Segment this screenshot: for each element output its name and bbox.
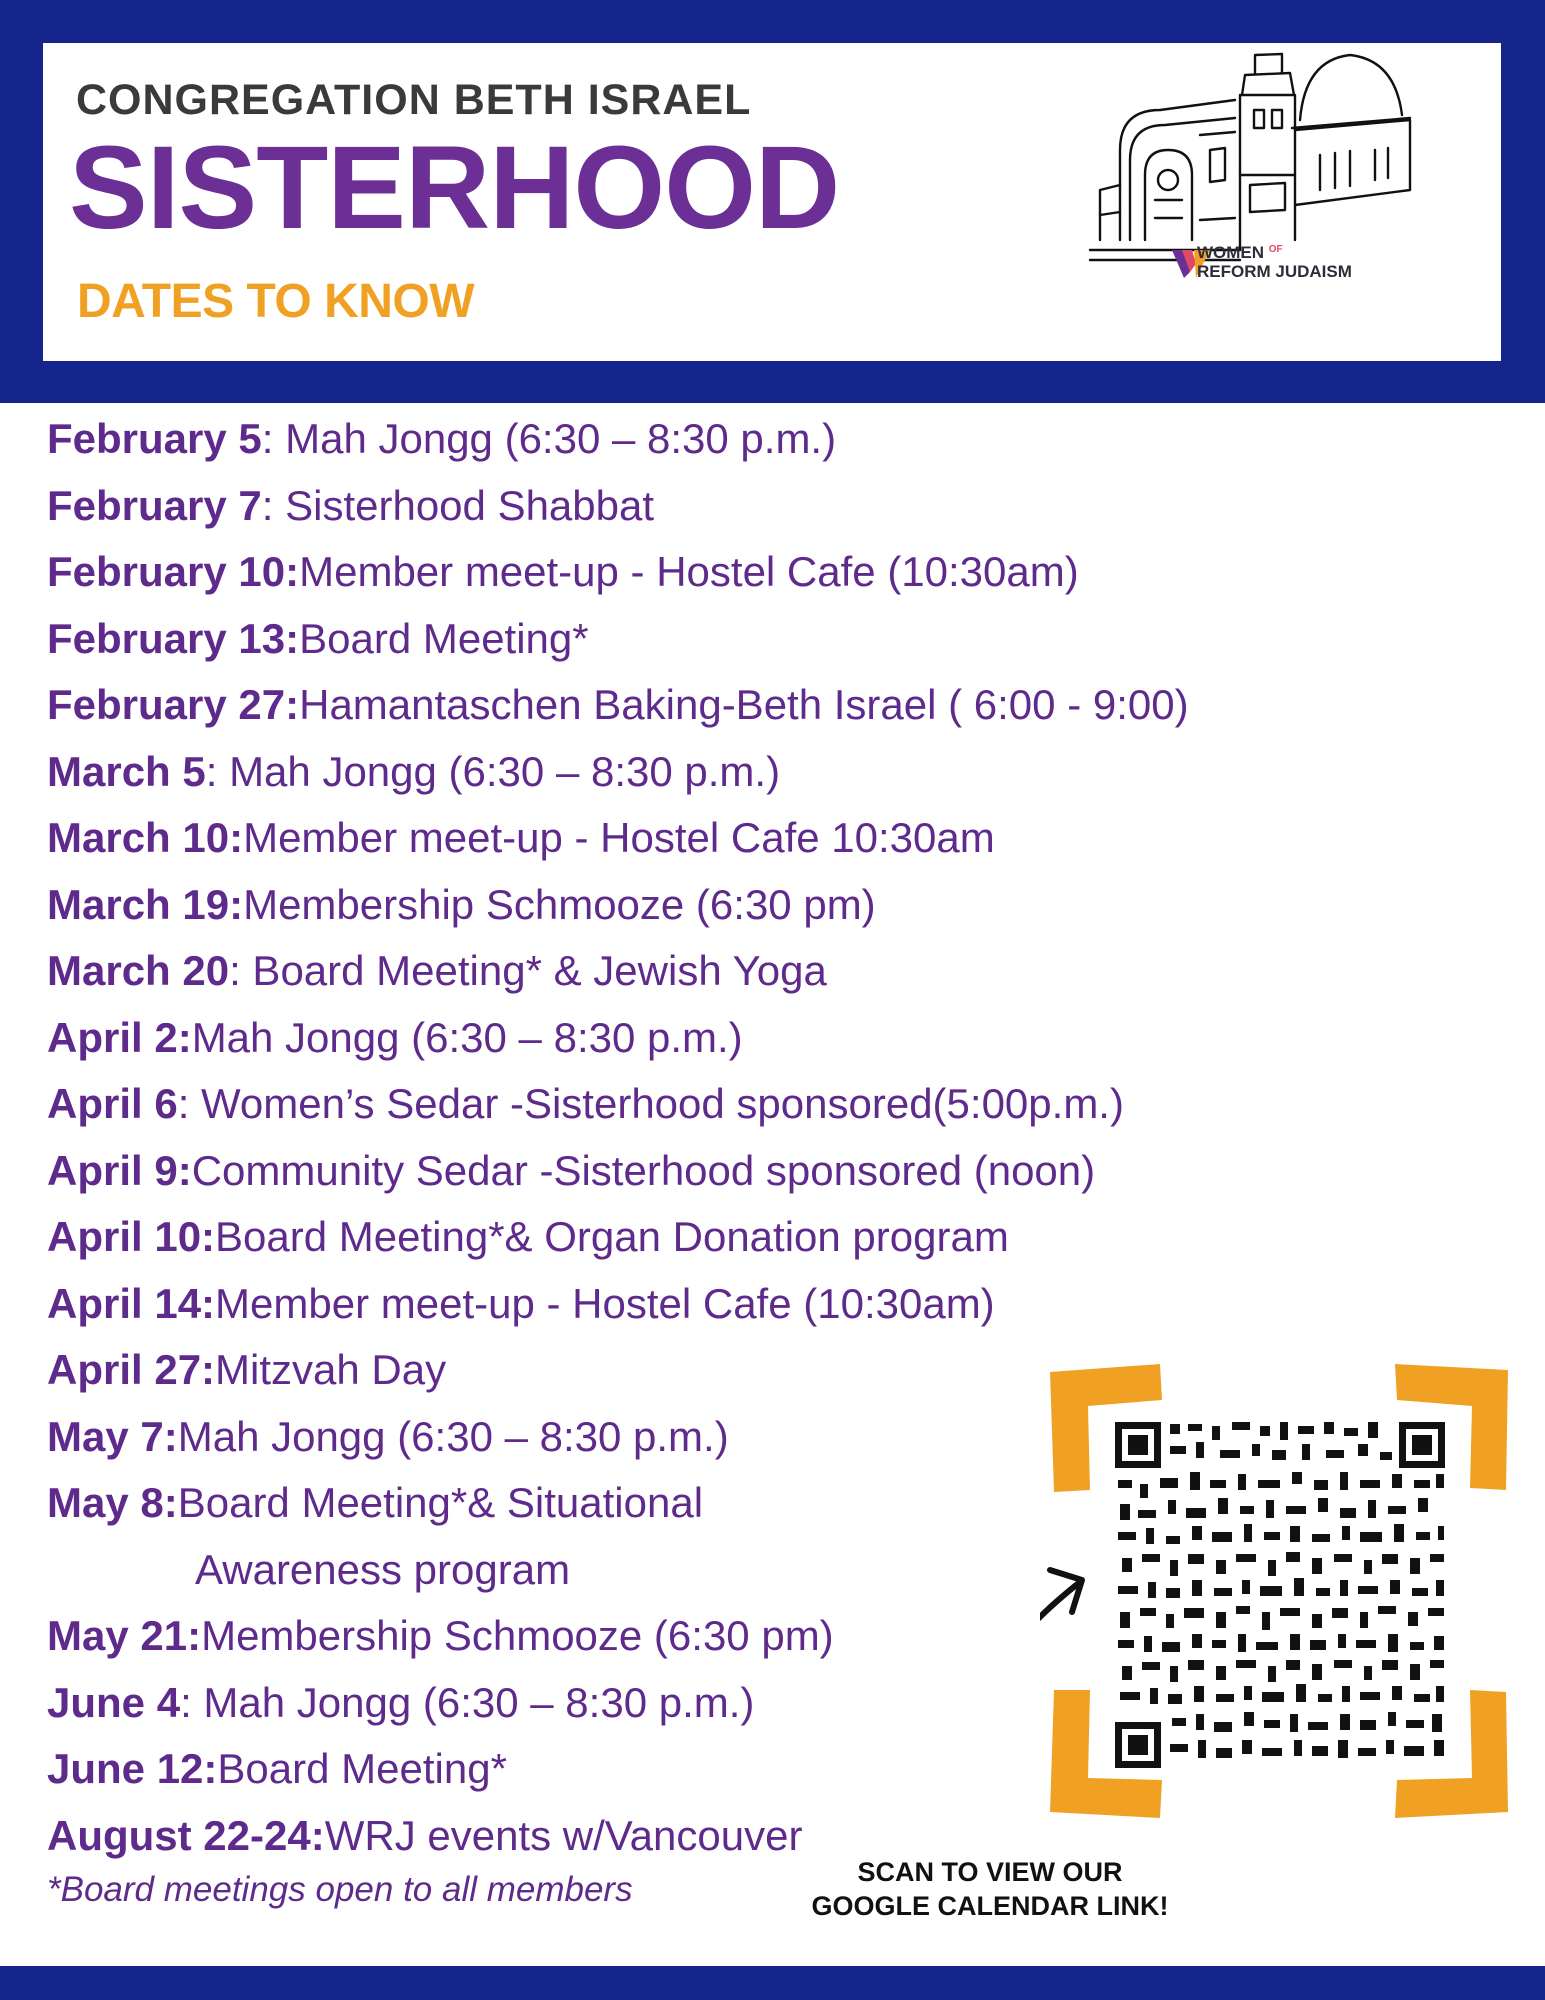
event-row: March 10: Member meet-up - Hostel Cafe 10:30am [47, 814, 995, 862]
wrj-logo-text: WOMEN $^{OF}$ REFORM JUDAISM [1197, 243, 1352, 281]
page-title: SISTERHOOD [69, 122, 840, 254]
event-row: February 10: Member meet-up - Hostel Cafe (10:30am) [47, 548, 1079, 596]
event-row-continuation: Awareness program [195, 1545, 571, 1593]
event-row: May 7: Mah Jongg (6:30 – 8:30 p.m.) [47, 1412, 729, 1460]
bottom-banner-band [0, 1966, 1545, 2000]
event-row: February 7 : Sisterhood Shabbat [47, 481, 655, 529]
event-row: August 22-24: WRJ events w/Vancouver [47, 1811, 803, 1859]
event-row: June 4 : Mah Jongg (6:30 – 8:30 p.m.) [47, 1678, 755, 1726]
event-row: April 10: Board Meeting*& Organ Donation program [47, 1213, 1009, 1261]
event-row: April 2: Mah Jongg (6:30 – 8:30 p.m.) [47, 1013, 743, 1061]
qr-code [1115, 1420, 1445, 1770]
event-row: May 21: Membership Schmooze (6:30 pm) [47, 1612, 834, 1660]
footnote: *Board meetings open to all members [47, 1870, 633, 1909]
qr-code-area[interactable] [1040, 1360, 1520, 1830]
page-subtitle: DATES TO KNOW [77, 275, 475, 328]
event-row: March 19: Membership Schmooze (6:30 pm) [47, 880, 876, 928]
event-row: May 8: Board Meeting*& Situational [47, 1479, 704, 1527]
org-name: CONGREGATION BETH ISRAEL [76, 76, 752, 124]
event-row: June 12: Board Meeting* [47, 1745, 507, 1793]
event-row: February 5 : Mah Jongg (6:30 – 8:30 p.m.) [47, 415, 837, 463]
event-row: April 14: Member meet-up - Hostel Cafe (10:30am) [47, 1279, 995, 1327]
event-row: March 20 : Board Meeting* & Jewish Yoga [47, 947, 827, 995]
event-row: April 9: Community Sedar -Sisterhood sponsored (noon) [47, 1146, 1096, 1194]
qr-caption: SCAN TO VIEW OUR GOOGLE CALENDAR LINK! [811, 1857, 1169, 1921]
event-row: March 5 : Mah Jongg (6:30 – 8:30 p.m.) [47, 747, 781, 795]
event-row: April 27: Mitzvah Day [47, 1346, 447, 1394]
event-row: February 27: Hamantaschen Baking-Beth Israel ( 6:00 - 9:00) [47, 681, 1189, 729]
event-row: February 13: Board Meeting* [47, 614, 589, 662]
event-row: April 6 : Women’s Sedar -Sisterhood sponsored(5:00p.m.) [47, 1080, 1124, 1128]
